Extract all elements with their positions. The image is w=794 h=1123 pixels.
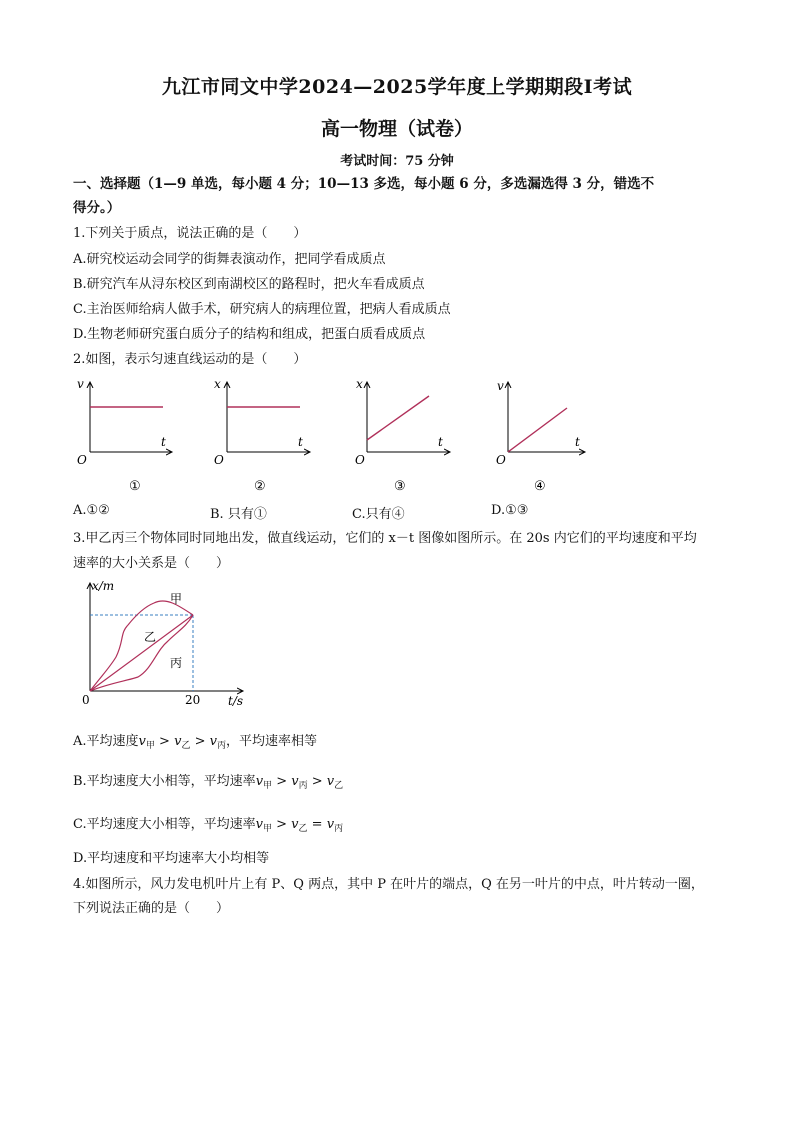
exam-time: 考试时间：75 分钟 [340, 154, 454, 169]
q3-curve-jia [90, 601, 193, 691]
q3-option-c: C.平均速度大小相等，平均速率$v_甲 > v_乙 = v_丙$ [73, 817, 344, 834]
q2-graph-3-origin: O [355, 453, 365, 467]
exam-title: 九江市同文中学2024—2025学年度上学期期段Ⅰ考试 [161, 76, 633, 98]
q1-option-c: C.主治医师给病人做手术，研究病人的病理位置，把病人看成质点 [73, 302, 451, 317]
q3-origin: 0 [82, 693, 90, 707]
q3-line-yi [90, 615, 193, 691]
q3-stem-line1: 3.甲乙丙三个物体同时同地出发，做直线运动，它们的 x－t 图像如图所示。在 20s 内它们的平均速度和平均 [73, 531, 697, 546]
q2-graph-1-label: ① [129, 479, 141, 494]
q2-graph-2-xaxis: t [298, 435, 303, 449]
q2-graph-4-label: ④ [534, 479, 546, 494]
q2-graph-3-yaxis: x [356, 377, 363, 391]
q2-graph-3 [355, 377, 450, 494]
q2-graph-4 [496, 379, 585, 494]
q2-graph-3-xaxis: t [438, 435, 443, 449]
q2-graph-2 [214, 377, 310, 494]
q2-option-b: B. 只有① [210, 507, 267, 522]
q2-graph-1-yaxis: v [77, 377, 84, 391]
q2-stem: 2.如图，表示匀速直线运动的是（ ） [73, 352, 307, 367]
q2-graph-3-line [367, 396, 429, 440]
q1-option-d: D.生物老师研究蛋白质分子的结构和组成，把蛋白质看成质点 [73, 327, 426, 342]
q2-graph-2-origin: O [214, 453, 224, 467]
q2-graph-4-xaxis: t [575, 435, 580, 449]
q2-graph-2-yaxis: x [214, 377, 221, 391]
q3-label-jia: 甲 [170, 592, 183, 606]
q3-tick-20: 20 [185, 693, 201, 707]
section-heading-line2: 得分。） [73, 200, 121, 216]
q2-graph-2-label: ② [254, 479, 266, 494]
q3-label-bing: 丙 [170, 656, 183, 670]
q3-option-d: D.平均速度和平均速率大小均相等 [73, 851, 270, 866]
q3-xaxis-label: t/s [228, 694, 244, 708]
section-heading-line1: 一、选择题（1—9 单选，每小题 4 分；10—13 多选，每小题 6 分，多选漏选得 3 分，错选不 [73, 176, 655, 192]
q3-yaxis-label: x/m [92, 579, 115, 593]
q4-stem-line2: 下列说法正确的是（ ） [73, 901, 230, 916]
q2-option-d: D.①③ [491, 503, 529, 518]
q2-option-c: C.只有④ [352, 507, 405, 522]
q3-label-yi: 乙 [144, 630, 157, 644]
q3-option-a: A.平均速度$v_甲 > v_乙 > v_丙$，平均速率相等 [73, 734, 318, 751]
q2-graph-4-yaxis: v [497, 379, 504, 393]
q1-option-a: A.研究校运动会同学的街舞表演动作，把同学看成质点 [73, 252, 386, 267]
q2-option-a: A.①② [73, 503, 110, 518]
q2-graph-1-xaxis: t [161, 435, 166, 449]
q1-stem: 1.下列关于质点，说法正确的是（ ） [73, 226, 307, 241]
q2-graph-1-origin: O [77, 453, 87, 467]
q4-stem-line1: 4.如图所示，风力发电机叶片上有 P、Q 两点，其中 P 在叶片的端点，Q 在另一叶片的中点，叶片转动一圈， [73, 877, 704, 892]
q2-graphs [60, 372, 600, 497]
q2-graph-1 [77, 377, 172, 494]
q2-graph-4-line [508, 408, 567, 452]
q3-stem-line2: 速率的大小关系是（ ） [73, 556, 230, 571]
q3-option-b: B.平均速度大小相等，平均速率$v_甲 > v_丙 > v_乙$ [73, 774, 344, 791]
q3-graph [70, 575, 260, 710]
q2-graph-4-origin: O [496, 453, 506, 467]
q1-option-b: B.研究汽车从浔东校区到南湖校区的路程时，把火车看成质点 [73, 277, 425, 292]
q2-graph-3-label: ③ [394, 479, 406, 494]
exam-subtitle: 高一物理（试卷） [320, 118, 473, 140]
